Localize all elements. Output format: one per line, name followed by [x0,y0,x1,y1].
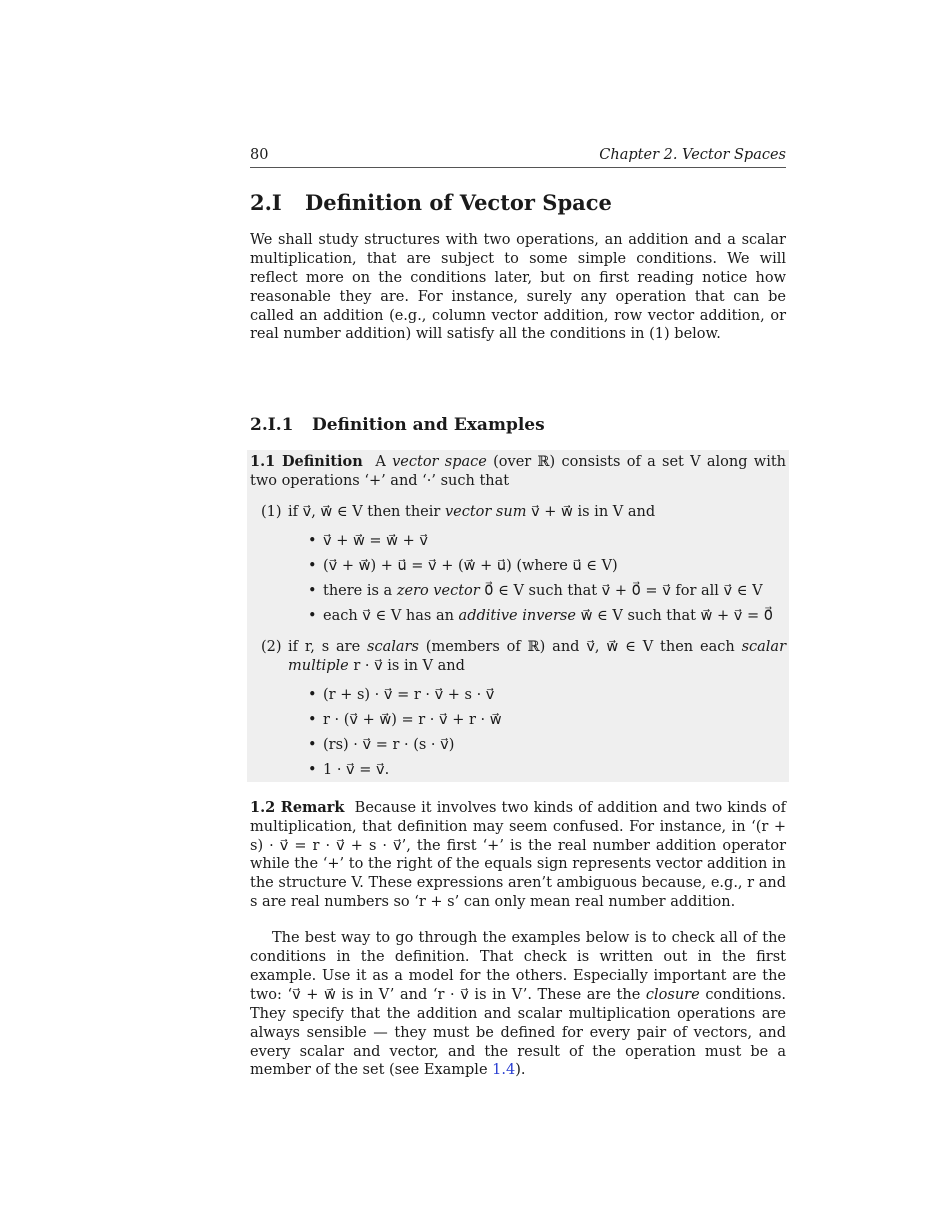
condition-2 [261,638,786,676]
example-link[interactable]: 1.4 [492,1062,516,1079]
condition-2-label: (2) [261,638,282,655]
condition-1-text [288,503,786,522]
section-title: Definition of Vector Space [305,189,612,215]
additive-inverse-term: additive inverse [458,608,576,625]
list-item: • (rs) · v⃗ = r · (s · v⃗) [308,736,786,755]
zero-vector-text-b: 0⃗ ∈ V such that v⃗ + 0⃗ = v⃗ for all v⃗ ∈ V [484,583,763,600]
section-heading [250,190,786,216]
definition-lead-text: A [375,454,386,471]
subsection-title: Definition and Examples [312,415,545,436]
condition-1 [261,503,786,522]
page-number: 80 [250,147,269,163]
condition-2-text [288,638,786,676]
list-item: • (v⃗ + w⃗) + u⃗ = v⃗ + (w⃗ + u⃗) (where u⃗ ∈ V) [308,557,786,576]
definition-term: vector space [392,454,487,471]
remark-label: 1.2 Remark [250,798,345,816]
list-item: • (r + s) · v⃗ = r · v⃗ + s · v⃗ [308,686,786,705]
scalars-term: scalars [367,638,419,655]
condition-1-text-b: v⃗ + w⃗ is in V and [531,504,656,521]
page [250,146,786,1080]
condition-2-list [308,686,786,780]
list-item: • v⃗ + w⃗ = w⃗ + v⃗ [308,532,786,551]
condition-2-text-b: (members of ℝ) and v⃗, w⃗ ∈ V then each [425,638,735,655]
definition-box [247,450,789,781]
definition-lead-rest: (over ℝ) consists of a set V along with two operations ‘+’ and ‘·’ such that [250,454,787,490]
list-item [308,607,786,626]
additive-inverse-text-b: w⃗ ∈ V such that w⃗ + v⃗ = 0⃗ [580,608,773,625]
section-intro: We shall study structures with two operations, an addition and a scalar multiplication, that are subject to some simple conditions. We will reflect more on the conditions later, but on first reading notice how reasonable they are. For instance, surely any operation that can be called an addition (e.g., column vector addition, row vector addition, or real number addition) will satisfy all the conditions in (1) below. [250,231,786,343]
condition-2-text-c: r · v⃗ is in V and [353,657,465,674]
definition-lead [250,453,786,491]
list-item: • r · (v⃗ + w⃗) = r · v⃗ + r · w⃗ [308,711,786,730]
list-item [308,582,786,601]
closing-text-b: conditions. They specify that the addition and scalar multiplication operations are always sensible — they must be defined for every pair of vectors, and every scalar and vector, and the result of the operation must be a member of the set (see Example [250,986,787,1079]
running-header [250,146,786,168]
condition-1-text-a: if v⃗, w⃗ ∈ V then their [288,504,441,521]
closing-text-c: ). [515,1062,526,1079]
scalar-multiple-term: scalar multiple [288,638,786,674]
chapter-title: Chapter 2. Vector Spaces [599,147,786,163]
remark-paragraph [250,799,786,912]
condition-1-term: vector sum [444,504,527,521]
zero-vector-text-a: there is a [323,583,393,600]
closing-text-a: The best way to go through the examples below is to check all of the conditions in the definition. That check is written out in the first example. Use it as a model for the others. Especially important are the two: ‘v⃗ + w⃗ is in V’ and ‘r · v⃗ is in V’. These are the [250,930,786,1003]
condition-1-list [308,532,786,626]
additive-inverse-text-a: each v⃗ ∈ V has an [323,608,454,625]
list-item: • 1 · v⃗ = v⃗. [308,761,786,780]
section-number: 2.I [250,189,282,215]
closing-paragraph [250,929,786,1080]
subsection-number: 2.I.1 [250,415,294,436]
zero-vector-term: zero vector [396,583,480,600]
condition-1-label: (1) [261,504,282,521]
closure-term: closure [645,986,700,1003]
subsection-heading [250,414,786,436]
condition-2-text-a: if r, s are [288,638,361,655]
definition-label: 1.1 Definition [250,453,363,471]
remark-text: Because it involves two kinds of addition and two kinds of multiplication, that definition may seem confused. For instance, in ‘(r + s) · v⃗ = r · v⃗ + s · v⃗’, the first ‘+’ is the real number addition operator while the ‘+’ to the right of the equals sign represents vector addition in the structure V. These expressions aren’t ambiguous because, e.g., r and s are real numbers so ‘r + s’ can only mean real number addition. [250,799,786,911]
